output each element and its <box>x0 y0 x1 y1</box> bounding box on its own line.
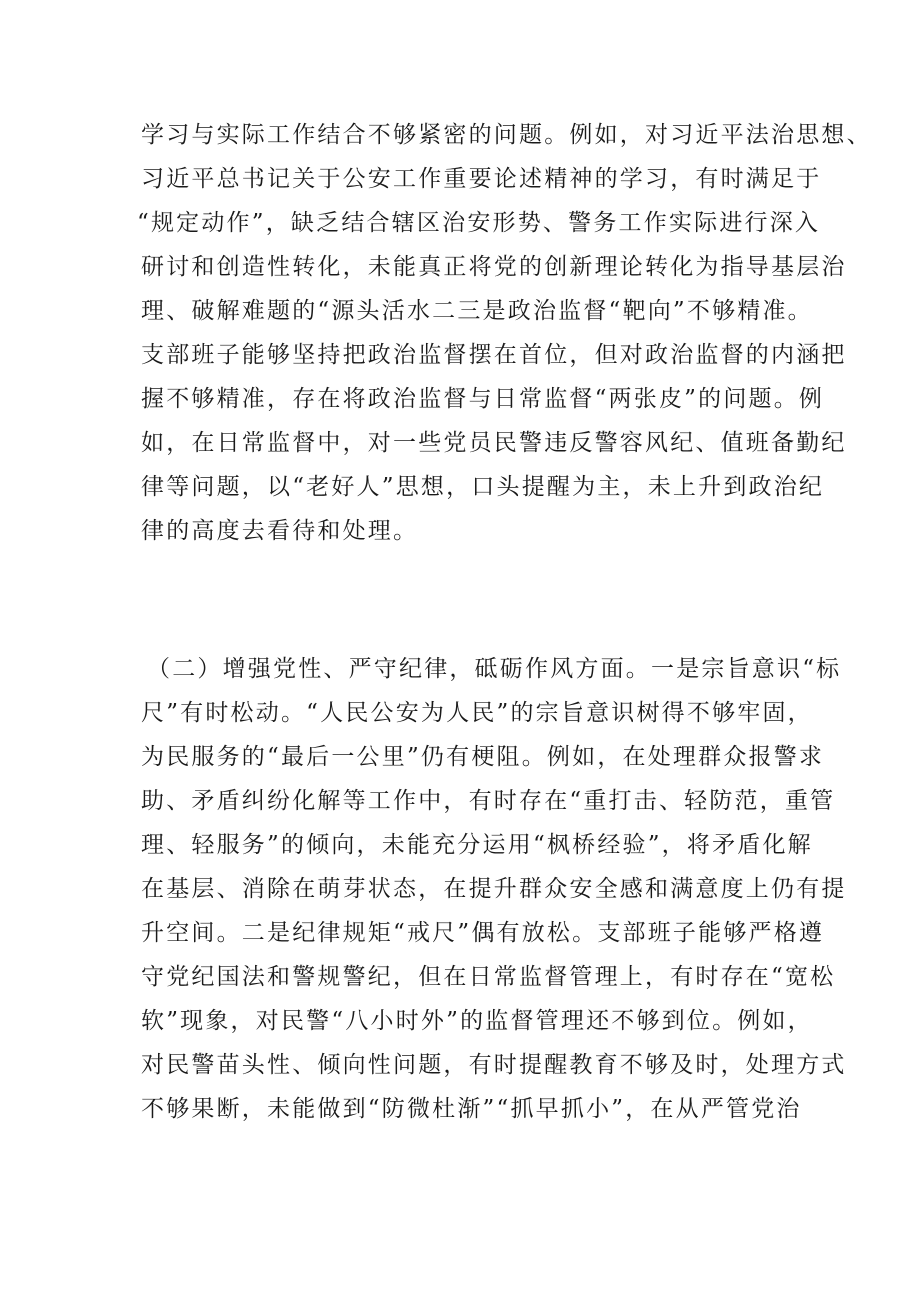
section-heading-line: （二）增强党性、严守纪律，砥砺作风方面。一是宗旨意识“标 <box>147 656 842 682</box>
text-line: 软”现象，对民警“八小时外”的监督管理还不够到位。例如， <box>141 1008 813 1034</box>
text-line: 不够果断，未能做到“防微杜渐”“抓早抓小”，在从严管党治 <box>141 1096 802 1122</box>
text-line: 研讨和创造性转化，未能真正将党的创新理论转化为指导基层治 <box>141 254 847 280</box>
text-line: 理、轻服务”的倾向，未能充分运用“枫桥经验”，将矛盾化解 <box>141 832 813 858</box>
text-line: 支部班子能够坚持把政治监督摆在首位，但对政治监督的内涵把 <box>141 342 847 368</box>
text-line: 习近平总书记关于公安工作重要论述精神的学习，有时满足于 <box>141 166 822 192</box>
text-line: 尺”有时松动。“人民公安为人民”的宗旨意识树得不够牢固， <box>141 700 813 726</box>
text-line: 律等问题，以“老好人”思想，口头提醒为主，未上升到政治纪 <box>141 474 825 500</box>
text-line: 握不够精准，存在将政治监督与日常监督“两张皮”的问题。例 <box>141 386 825 412</box>
text-line: 为民服务的“最后一公里”仍有梗阻。例如，在处理群众报警求 <box>141 744 825 770</box>
text-line: 律的高度去看待和处理。 <box>141 518 419 544</box>
text-line: 在基层、消除在萌芽状态，在提升群众安全感和满意度上仍有提 <box>141 876 847 902</box>
text-line: 助、矛盾纠纷化解等工作中，有时存在“重打击、轻防范，重管 <box>141 788 836 814</box>
text-line: 学习与实际工作结合不够紧密的问题。例如，对习近平法治思想、 <box>141 122 872 148</box>
text-line: “规定动作”，缺乏结合辖区治安形势、警务工作实际进行深入 <box>137 210 821 236</box>
text-line: 升空间。二是纪律规矩“戒尺”偶有放松。支部班子能够严格遵 <box>141 920 825 946</box>
text-line: 守党纪国法和警规警纪，但在日常监督管理上，有时存在“宽松 <box>141 964 836 990</box>
text-line: 理、破解难题的“源头活水二三是政治监督“靶向”不够精准。 <box>141 298 813 324</box>
text-line: 如，在日常监督中，对一些党员民警违反警容风纪、值班备勤纪 <box>141 430 847 456</box>
text-line: 对民警苗头性、倾向性问题，有时提醒教育不够及时，处理方式 <box>141 1052 847 1078</box>
